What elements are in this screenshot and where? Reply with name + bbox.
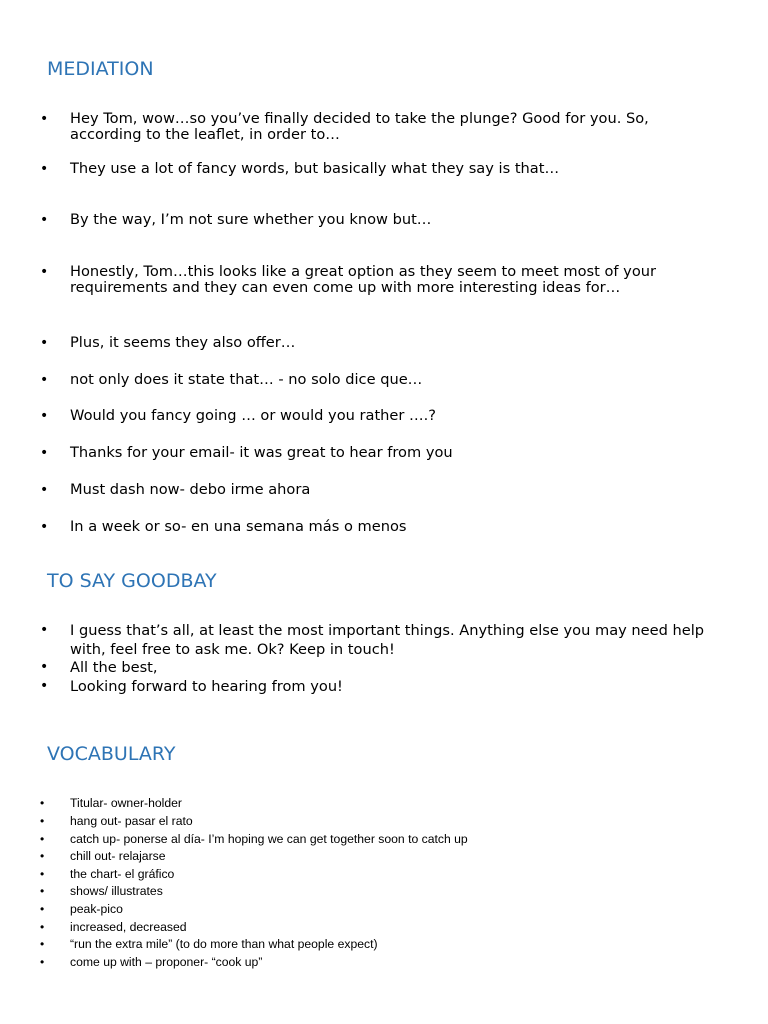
bullet-icon: •	[40, 161, 49, 177]
list-item	[40, 937, 720, 952]
list-item-text: Titular- owner-holder	[70, 796, 182, 810]
section-heading-vocabulary: VOCABULARY	[47, 743, 176, 765]
list-item	[40, 814, 720, 829]
list-item-text: not only does it state that… - no solo dice que…	[70, 371, 423, 388]
list-item-text: They use a lot of fancy words, but basically what they say is that…	[70, 160, 560, 177]
bullet-icon: •	[40, 264, 49, 280]
list-item-text: catch up- ponerse al día- I’m hoping we can get together soon to catch up	[70, 832, 468, 846]
list-item	[40, 920, 720, 935]
list-item	[40, 212, 720, 228]
bullet-icon: •	[40, 678, 49, 694]
list-item	[40, 849, 720, 864]
list-item	[40, 658, 720, 677]
list-item-text: By the way, I’m not sure whether you know but…	[70, 211, 432, 228]
bullet-icon: •	[40, 212, 49, 228]
list-item	[40, 519, 720, 535]
bullet-icon: •	[40, 902, 45, 916]
list-item-text: Looking forward to hearing from you!	[70, 678, 343, 695]
list-item	[40, 796, 720, 811]
bullet-icon: •	[40, 937, 45, 951]
list-item	[40, 867, 720, 882]
list-item-text: Must dash now- debo irme ahora	[70, 481, 311, 498]
list-item-text: Thanks for your email- it was great to hear from you	[70, 444, 453, 461]
list-item	[40, 482, 720, 498]
bullet-icon: •	[40, 335, 49, 351]
bullet-icon: •	[40, 622, 49, 638]
list-item-text: In a week or so- en una semana más o menos	[70, 518, 407, 535]
bullet-icon: •	[40, 372, 49, 388]
list-item-text: come up with – proponer- “cook up”	[70, 955, 263, 969]
list-item-text: peak-pico	[70, 902, 123, 916]
list-item	[40, 677, 720, 696]
bullet-icon: •	[40, 408, 49, 424]
list-item	[40, 264, 720, 296]
list-item	[40, 902, 720, 917]
bullet-icon: •	[40, 849, 45, 863]
list-item	[40, 408, 720, 424]
bullet-icon: •	[40, 920, 45, 934]
list-item-text: I guess that’s all, at least the most important things. Anything else you may need help with, feel free to ask me. Ok? Keep in touch!	[70, 622, 705, 658]
list-item	[40, 832, 720, 847]
list-item-text: “run the extra mile” (to do more than what people expect)	[70, 937, 378, 951]
list-item-text: All the best,	[70, 659, 158, 676]
list-item	[40, 884, 720, 899]
section-heading-goodbye: TO SAY GOODBAY	[47, 570, 217, 592]
list-item	[40, 445, 720, 461]
bullet-icon: •	[40, 445, 49, 461]
list-item-text: Plus, it seems they also offer…	[70, 334, 296, 351]
bullet-icon: •	[40, 519, 49, 535]
list-item-text: the chart- el gráfico	[70, 867, 175, 881]
list-item-text: shows/ illustrates	[70, 884, 163, 898]
list-item-text: chill out- relajarse	[70, 849, 166, 863]
list-item	[40, 372, 720, 388]
bullet-icon: •	[40, 867, 45, 881]
list-item-text: hang out- pasar el rato	[70, 814, 193, 828]
list-item	[40, 161, 720, 177]
bullet-icon: •	[40, 659, 49, 675]
bullet-icon: •	[40, 884, 45, 898]
bullet-icon: •	[40, 111, 49, 127]
list-item-text: Would you fancy going … or would you rather ….?	[70, 407, 437, 424]
bullet-icon: •	[40, 814, 45, 828]
list-item	[40, 111, 720, 143]
list-item	[40, 955, 720, 970]
list-item	[40, 621, 720, 659]
list-item	[40, 335, 720, 351]
list-item-text: Honestly, Tom…this looks like a great option as they seem to meet most of your requirements and they can even come up with more interesting ideas for…	[70, 263, 657, 296]
list-item-text: Hey Tom, wow…so you’ve finally decided to take the plunge? Good for you. So, according to the leaflet, in order to…	[70, 110, 649, 143]
section-heading-mediation: MEDIATION	[47, 58, 154, 80]
bullet-icon: •	[40, 796, 45, 810]
bullet-icon: •	[40, 482, 49, 498]
list-item-text: increased, decreased	[70, 920, 187, 934]
bullet-icon: •	[40, 832, 45, 846]
bullet-icon: •	[40, 955, 45, 969]
